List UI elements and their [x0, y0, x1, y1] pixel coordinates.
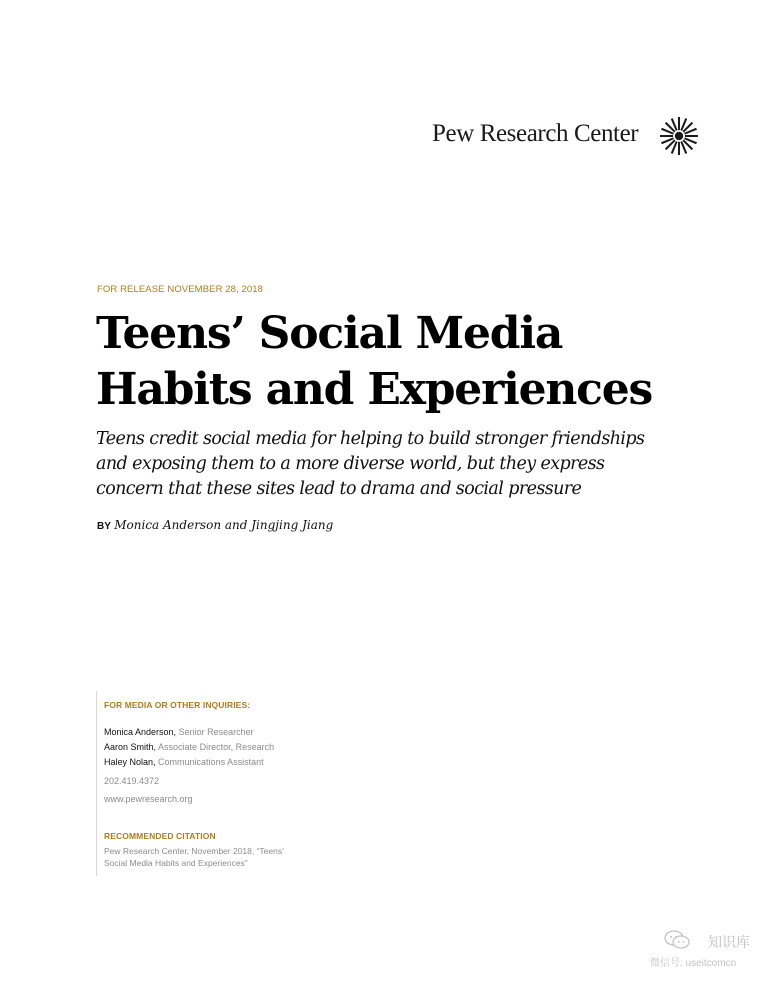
subtitle-line: and exposing them to a more diverse world, but they express [96, 454, 605, 474]
watermark [650, 928, 760, 970]
contact-heading: FOR MEDIA OR OTHER INQUIRIES: [104, 700, 251, 710]
report-subtitle [96, 427, 716, 502]
contact-name: Haley Nolan, [104, 757, 156, 767]
logo-center [675, 132, 683, 140]
logo-text: Pew Research Center [432, 120, 639, 147]
contact-person [104, 757, 264, 767]
wechat-icon [664, 930, 690, 950]
watermark-account: 微信号: useitcomcn [650, 958, 737, 969]
logo-ray [660, 135, 673, 137]
contact-name: Monica Anderson, [104, 727, 177, 737]
contact-panel [96, 691, 397, 876]
subtitle-line: Teens credit social media for helping to build stronger friendships [96, 429, 645, 449]
report-title [96, 306, 736, 418]
contact-name: Aaron Smith, [104, 742, 157, 752]
contact-phone[interactable]: 202.419.4372 [104, 776, 160, 786]
contact-role: Associate Director, Research [158, 742, 275, 752]
title-line: Habits and Experiences [96, 364, 653, 415]
citation-heading: RECOMMENDED CITATION [104, 831, 216, 841]
byline-label: BY [97, 521, 111, 532]
citation-line: Social Media Habits and Experiences” [104, 858, 248, 868]
contact-person [104, 742, 274, 752]
contact-person [104, 727, 254, 737]
byline [97, 518, 333, 532]
citation-line: Pew Research Center, November 2018, “Teens’ [104, 846, 285, 856]
contact-role: Communications Assistant [158, 757, 264, 767]
logo-ray [678, 117, 680, 130]
citation-text [104, 845, 354, 869]
logo-ray [678, 142, 680, 155]
contact-role: Senior Researcher [178, 727, 254, 737]
pew-sunburst-logo-icon [659, 116, 699, 156]
release-date: FOR RELEASE NOVEMBER 28, 2018 [97, 284, 264, 295]
watermark-name: 知识库 [708, 934, 750, 950]
contact-website-link[interactable]: www.pewresearch.org [104, 794, 193, 804]
byline-authors: Monica Anderson and Jingjing Jiang [114, 518, 334, 532]
logo-ray [685, 135, 698, 137]
subtitle-line: concern that these sites lead to drama and social pressure [96, 479, 582, 499]
title-line: Teens’ Social Media [96, 308, 563, 359]
